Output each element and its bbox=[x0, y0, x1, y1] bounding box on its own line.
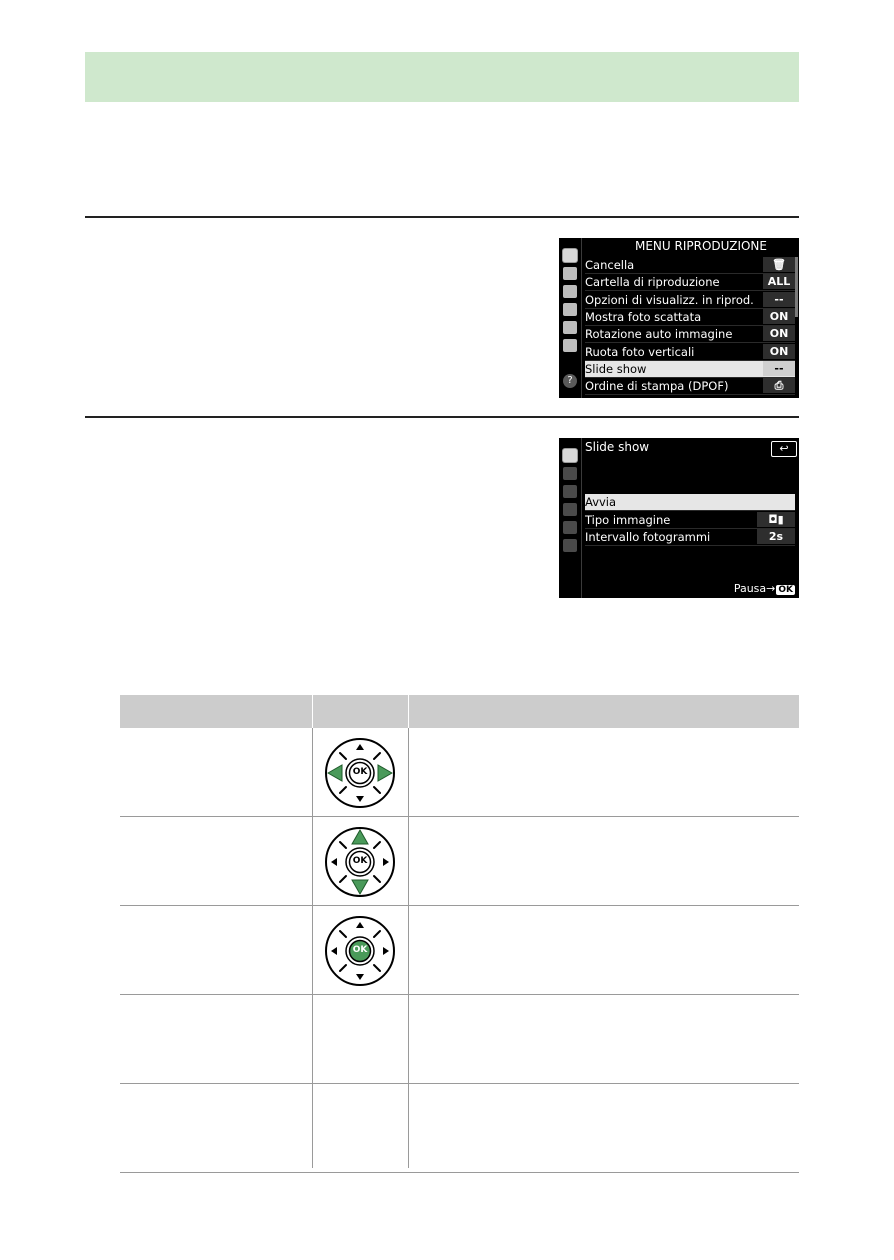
menu-item-value: -- bbox=[763, 292, 795, 307]
slideshow-item-value: ◘▮ bbox=[757, 512, 795, 527]
table-row bbox=[120, 817, 799, 906]
pause-hint-label: Pausa→ bbox=[733, 582, 776, 595]
table-row bbox=[120, 1084, 799, 1173]
slideshow-title: Slide show bbox=[585, 440, 650, 454]
menu-item-value: ⎙ bbox=[763, 378, 795, 393]
table-header bbox=[120, 695, 799, 728]
table-row bbox=[120, 906, 799, 995]
multi-selector-left-right-icon bbox=[324, 737, 396, 809]
menu-item-value: -- bbox=[763, 361, 795, 376]
menu-item-value: 🗑 bbox=[763, 257, 795, 272]
menu-item-label: Cancella bbox=[585, 258, 635, 272]
slideshow-tab-column bbox=[559, 438, 582, 598]
ok-label: OK bbox=[352, 945, 368, 955]
slideshow-item-value: 2s bbox=[757, 529, 795, 544]
wrench-tab-icon bbox=[563, 503, 577, 516]
section-title-band bbox=[85, 52, 799, 102]
ok-badge-icon: OK bbox=[778, 585, 793, 595]
pause-hint bbox=[734, 582, 795, 595]
multi-selector-up-down-icon bbox=[324, 826, 396, 898]
slideshow-item[interactable] bbox=[585, 529, 795, 546]
ok-label: OK bbox=[352, 767, 368, 777]
menu-title: MENU RIPRODUZIONE bbox=[635, 239, 767, 253]
menu-item-label: Mostra foto scattata bbox=[585, 309, 702, 324]
menu-item-value: ON bbox=[763, 344, 795, 359]
menu-scrollbar[interactable] bbox=[795, 257, 798, 317]
camera-tab-icon[interactable] bbox=[563, 267, 577, 280]
menu-item-label: Ruota foto verticali bbox=[585, 344, 695, 359]
slideshow-item-label: Intervallo fotogrammi bbox=[585, 530, 711, 544]
menu-item-label: Ordine di stampa (DPOF) bbox=[585, 379, 729, 394]
controls-table bbox=[120, 695, 799, 1173]
camera-tab-icon bbox=[563, 467, 577, 480]
menu-item[interactable] bbox=[585, 361, 795, 378]
slideshow-item[interactable] bbox=[585, 494, 795, 511]
playback-menu-screen bbox=[559, 238, 799, 398]
menu-item[interactable] bbox=[585, 326, 795, 343]
menu-item[interactable] bbox=[585, 274, 795, 291]
step-divider-2 bbox=[85, 416, 799, 418]
recent-settings-tab-icon bbox=[563, 539, 577, 552]
playback-tab-icon bbox=[563, 449, 577, 462]
slideshow-screen bbox=[559, 438, 799, 598]
back-icon[interactable]: ↩ bbox=[771, 441, 797, 457]
table-row bbox=[120, 995, 799, 1084]
pencil-tab-icon bbox=[563, 485, 577, 498]
slideshow-item-label: Tipo immagine bbox=[585, 512, 671, 527]
help-icon[interactable]: ? bbox=[563, 374, 577, 388]
column-divider-2 bbox=[408, 728, 409, 1168]
step-divider-1 bbox=[85, 216, 799, 218]
recent-settings-tab-icon[interactable] bbox=[563, 339, 577, 352]
multi-selector-ok-icon bbox=[324, 915, 396, 987]
menu-item-value: ON bbox=[763, 309, 795, 324]
menu-item[interactable] bbox=[585, 344, 795, 361]
menu-item[interactable] bbox=[585, 378, 795, 395]
menu-item-value: ON bbox=[763, 326, 795, 341]
retouch-tab-icon bbox=[563, 521, 577, 534]
wrench-tab-icon[interactable] bbox=[563, 303, 577, 316]
column-divider-1 bbox=[312, 728, 313, 1168]
pencil-tab-icon[interactable] bbox=[563, 285, 577, 298]
slideshow-item[interactable] bbox=[585, 512, 795, 529]
playback-tab-icon[interactable] bbox=[563, 249, 577, 262]
menu-item-value: ALL bbox=[763, 274, 795, 289]
retouch-tab-icon[interactable] bbox=[563, 321, 577, 334]
menu-item-label: Opzioni di visualizz. in riprod. bbox=[585, 292, 754, 307]
menu-item[interactable] bbox=[585, 257, 795, 274]
ok-label: OK bbox=[352, 856, 368, 866]
menu-item[interactable] bbox=[585, 292, 795, 309]
slideshow-item-label: Avvia bbox=[585, 495, 617, 509]
menu-item[interactable] bbox=[585, 309, 795, 326]
menu-item-label: Rotazione auto immagine bbox=[585, 327, 733, 342]
menu-item-label: Slide show bbox=[585, 361, 647, 376]
menu-item-label: Cartella di riproduzione bbox=[585, 275, 720, 290]
table-row bbox=[120, 728, 799, 817]
menu-tab-column bbox=[559, 238, 582, 398]
